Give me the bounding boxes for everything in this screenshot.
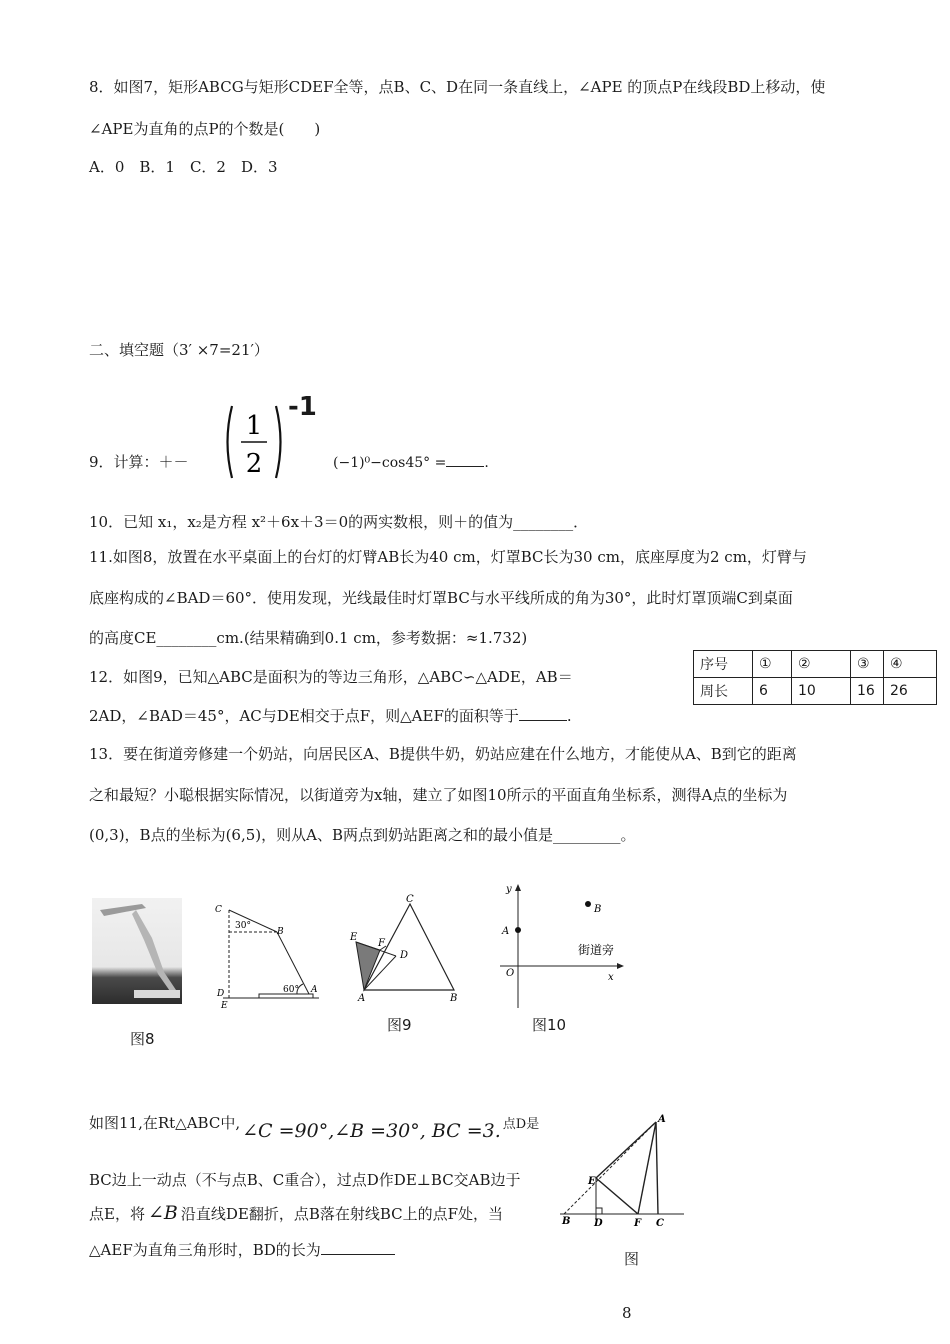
fig11-label-c: C	[656, 1218, 664, 1228]
fig9-label-e: E	[350, 932, 358, 943]
q9-numerator: 1	[245, 411, 263, 441]
q8-line2: ∠APE为直角的点P的个数是( )	[89, 120, 321, 138]
q13-line3: (0,3)，B点的坐标为(6,5)，则从A、B两点到奶站距离之和的最小值是_________。	[89, 826, 636, 844]
fig8-caption: 图8	[130, 1030, 155, 1048]
fig8-label-a: A	[311, 985, 318, 995]
fig9-caption: 图9	[387, 1016, 412, 1034]
fig11-label-d: D	[594, 1218, 603, 1228]
lamp-photo	[92, 898, 182, 1004]
fig9-label-b: B	[450, 993, 458, 1002]
table-cell: ①	[753, 651, 792, 678]
q10-text: 10．已知 x₁，x₂是方程 x²＋6x＋3＝0的两实数根，则＋的值为________．	[89, 513, 589, 531]
q12-line2: 2AD，∠BAD＝45°，AC与DE相交于点F，则△AEF的面积等于 .	[89, 707, 572, 725]
q9-fraction	[222, 400, 286, 484]
fig10-label-street: 街道旁	[578, 943, 615, 957]
q14-math2: ∠B	[147, 1202, 178, 1224]
table-row	[694, 678, 937, 705]
table-cell: 16	[851, 678, 884, 705]
fig10-label-b: B	[594, 904, 602, 915]
q14-line2: BC边上一动点（不与点B、C重合），过点D作DE⊥BC交AB边于	[89, 1171, 521, 1189]
fig10-label-a: A	[502, 926, 510, 937]
table-row	[694, 651, 937, 678]
fig10-label-x: x	[608, 972, 614, 983]
fig11-label-a: A	[658, 1114, 666, 1125]
fig10-label-y: y	[506, 884, 512, 895]
q11-line1: 11.如图8，放置在水平桌面上的台灯的灯臂AB长为40 cm，灯罩BC长为30 cm，底座厚度为2 cm，灯臂与	[89, 548, 807, 566]
perimeter-table	[693, 650, 937, 705]
fig11-caption: 图	[624, 1250, 640, 1268]
q12-line1: 12．如图9，已知△ABC是面积为的等边三角形，△ABC∽△ADE，AB＝	[89, 668, 573, 686]
section-title: 二、填空题（3′ ×7=21′）	[89, 341, 269, 359]
page-number: 8	[622, 1304, 632, 1322]
fig8-label-c: C	[215, 905, 222, 915]
fig9-label-f: F	[378, 938, 385, 949]
table-cell: ③	[851, 651, 884, 678]
fig10-caption: 图10	[532, 1016, 567, 1034]
q14-math: ∠C =90°,∠B =30°, BC =3.	[242, 1120, 501, 1142]
fig8-angle30: 30°	[235, 921, 251, 931]
q14-line3: 点E，将 ∠B 沿直线DE翻折，点B落在射线BC上的点F处，当	[89, 1202, 504, 1224]
table-cell: 序号	[694, 651, 753, 678]
table-cell: 26	[884, 678, 937, 705]
fig11-label-f: F	[634, 1218, 642, 1228]
fig9-label-a: A	[358, 993, 366, 1002]
table-cell: ②	[792, 651, 851, 678]
fig9-diagram	[346, 890, 466, 1002]
q9-tail: (−1)⁰−cos45° = .	[333, 452, 489, 471]
fig10-diagram	[496, 880, 626, 1012]
q13-line1: 13．要在街道旁修建一个奶站，向居民区A、B提供牛奶，奶站应建在什么地方，才能使从A、B到它的距离	[89, 745, 797, 763]
fig9-label-d: D	[400, 950, 409, 961]
fig11-label-e: E	[588, 1176, 596, 1187]
q8-options: A．0 B．1 C．2 D．3	[89, 158, 278, 176]
fig8-label-e: E	[221, 1001, 228, 1010]
fig8-label-b: B	[277, 927, 284, 937]
q13-line2: 之和最短？小聪根据实际情况，以街道旁为x轴，建立了如图10所示的平面直角坐标系，测得A点的坐标为	[89, 786, 788, 804]
fig11-diagram	[560, 1110, 686, 1228]
q9-denominator: 2	[245, 449, 263, 479]
q14-line4: △AEF为直角三角形时，BD的长为	[89, 1240, 395, 1260]
q9-label: 9．计算：＋－	[89, 453, 189, 471]
table-cell: 周长	[694, 678, 753, 705]
fig8-diagram	[207, 898, 325, 1010]
q14-line1: 如图11,在Rt△ABC中, ∠C =90°,∠B =30°, BC =3. 点D是	[89, 1114, 540, 1142]
q8-line1: 8．如图7，矩形ABCG与矩形CDEF全等，点B、C、D在同一条直线上，∠APE 的顶点P在线段BD上移动，使	[89, 78, 826, 96]
q11-line2: 底座构成的∠BAD＝60°．使用发现，光线最佳时灯罩BC与水平线所成的角为30°，此时灯罩顶端C到桌面	[89, 589, 793, 607]
q11-line3: 的高度CE________cm.(结果精确到0.1 cm，参考数据：≈1.732)	[89, 629, 528, 647]
table-cell: 10	[792, 678, 851, 705]
fig9-label-c: C	[406, 894, 414, 905]
q9-exponent: -1	[288, 392, 317, 422]
fig8-angle60: 60°	[283, 985, 299, 995]
fig8-label-d: D	[217, 989, 225, 999]
table-cell: ④	[884, 651, 937, 678]
table-cell: 6	[753, 678, 792, 705]
fig11-label-b: B	[562, 1216, 571, 1227]
fig10-label-o: O	[506, 968, 515, 979]
